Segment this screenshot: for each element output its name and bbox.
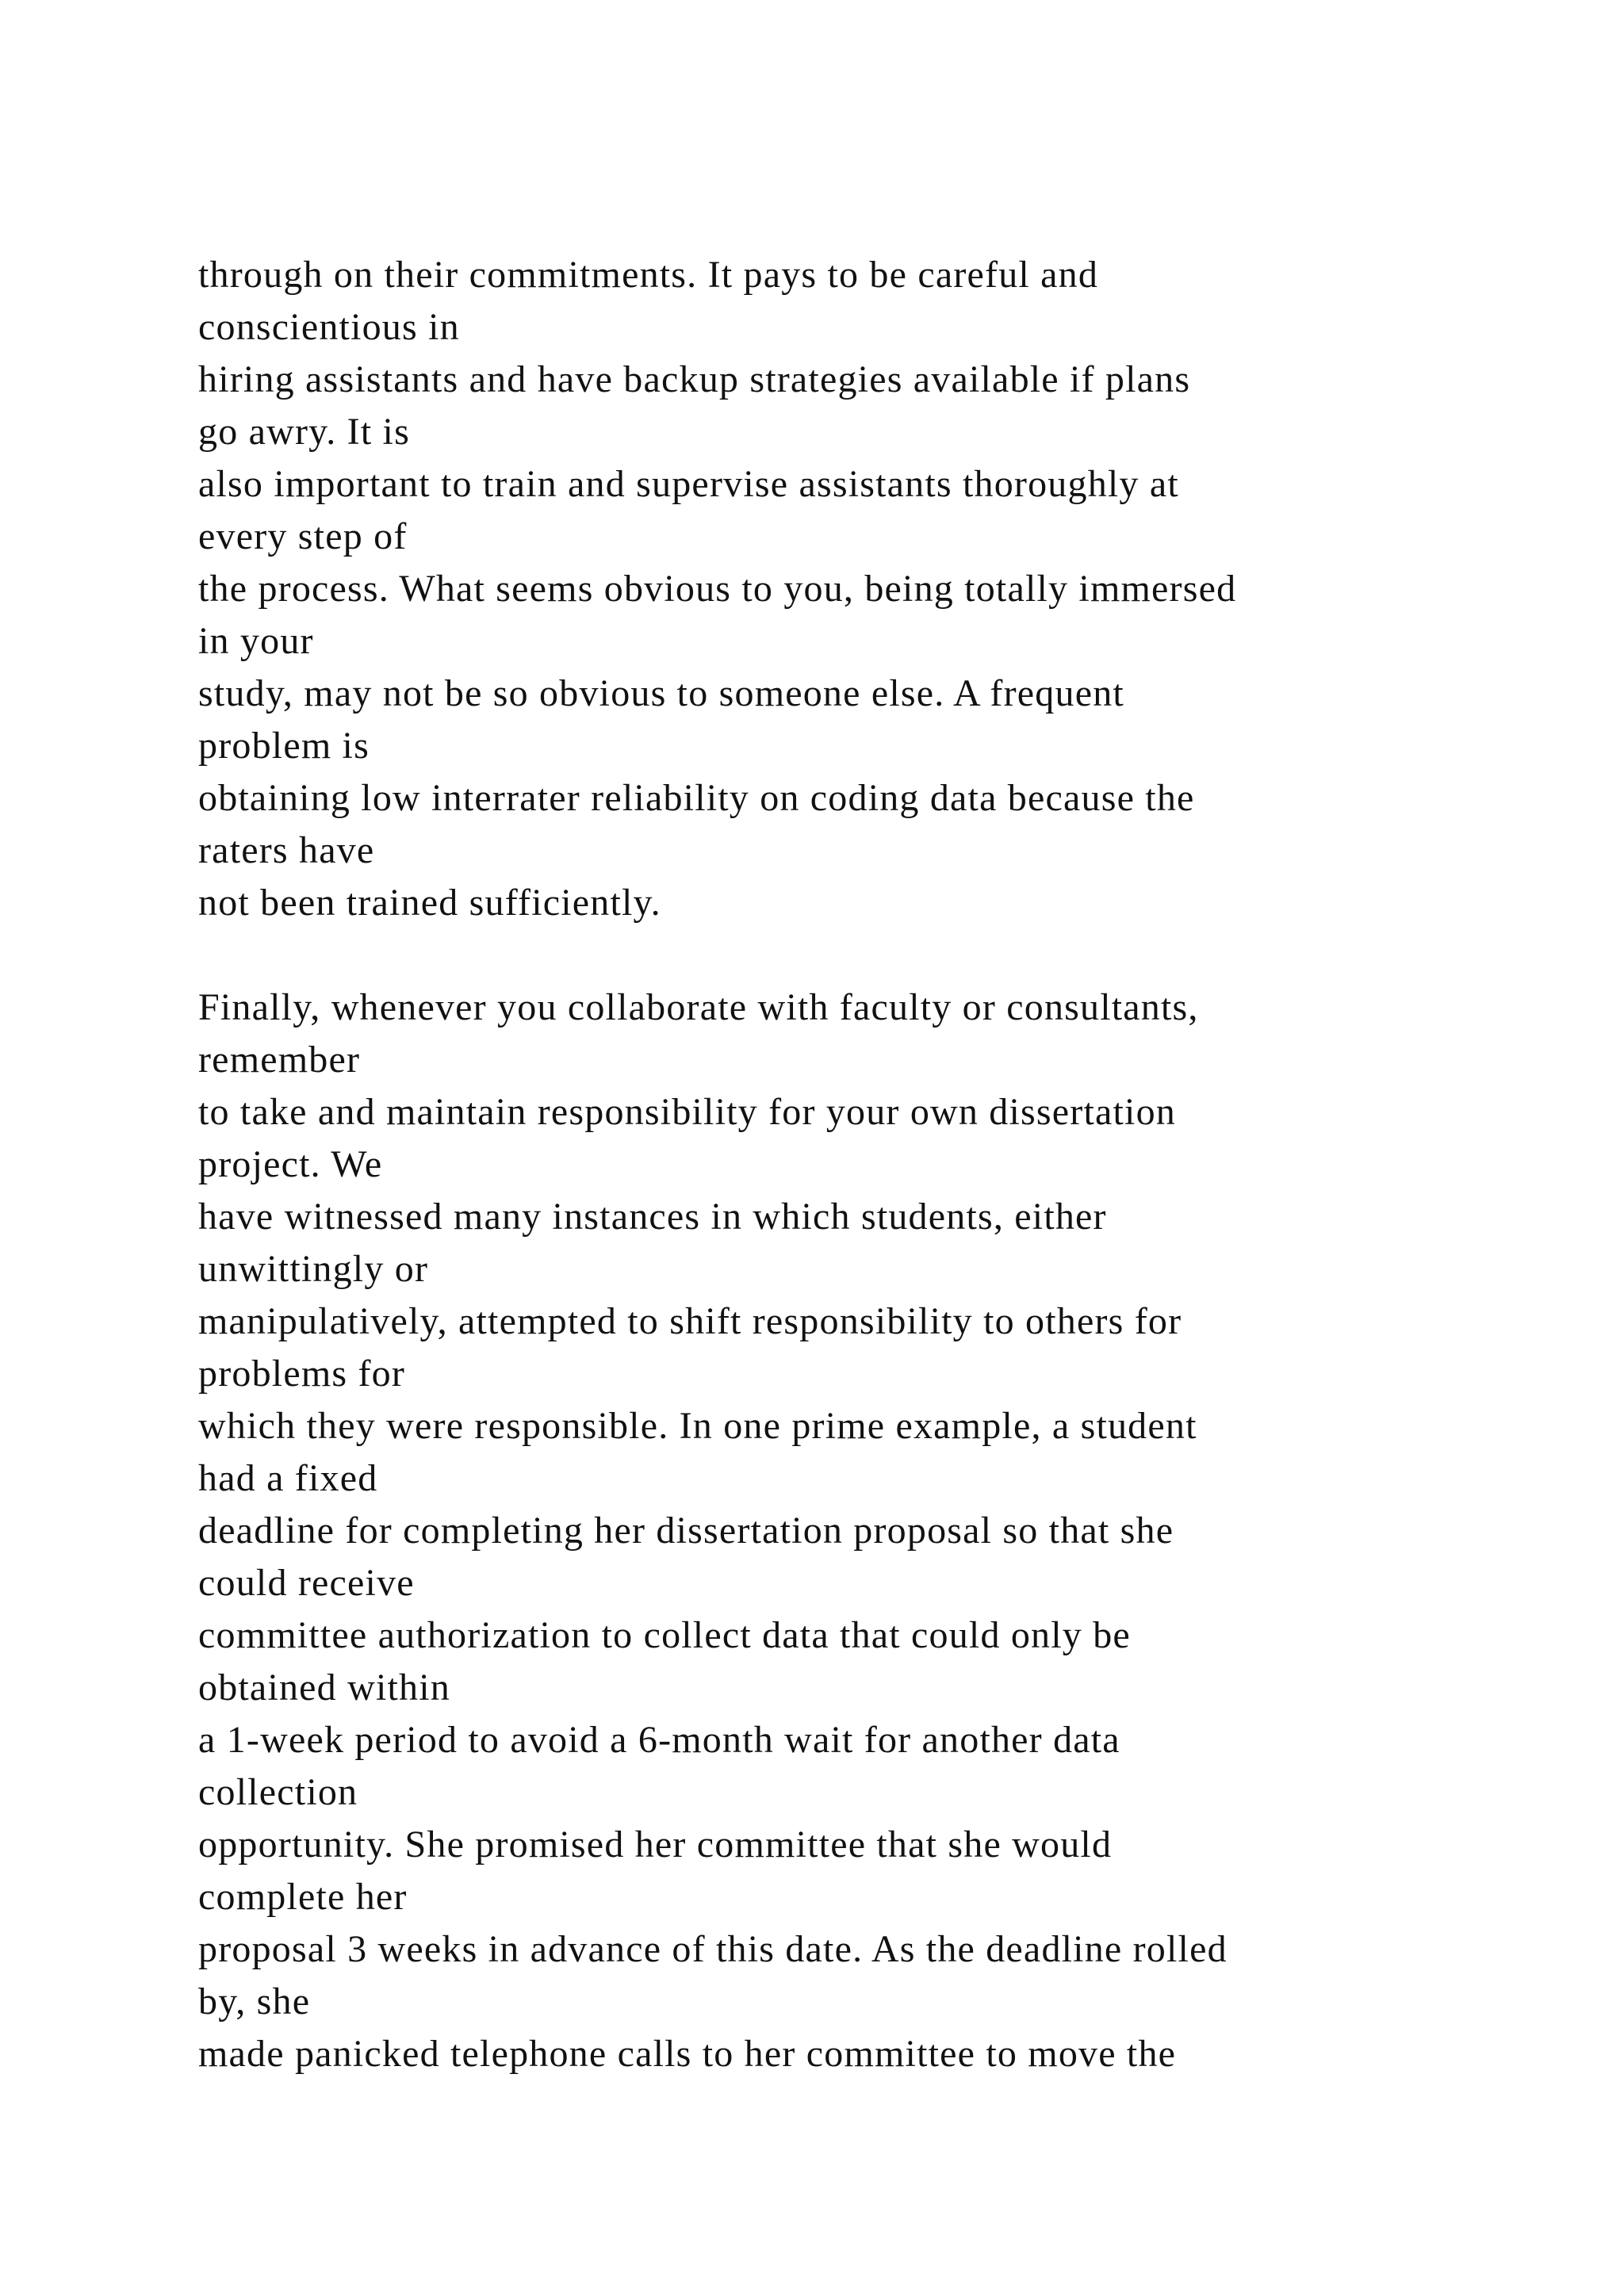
text-line: made panicked telephone calls to her committee to move the (198, 2033, 1177, 2075)
text-line: obtaining low interrater reliability on coding data because the (198, 777, 1195, 819)
text-line: problems for (198, 1353, 406, 1395)
text-line: every step of (198, 515, 408, 557)
text-line: not been trained sufficiently. (198, 882, 661, 924)
paragraph-spacer (198, 929, 1546, 982)
text-line: deadline for completing her dissertation proposal so that she (198, 1510, 1174, 1552)
text-line: in your (198, 620, 314, 662)
text-line: go awry. It is (198, 411, 410, 453)
text-line: committee authorization to collect data that could only be (198, 1614, 1131, 1656)
text-line: manipulatively, attempted to shift responsibility to others for (198, 1300, 1182, 1342)
paragraph-2 (198, 982, 1546, 2080)
text-line: problem is (198, 725, 370, 767)
text-line: also important to train and supervise assistants thoroughly at (198, 463, 1179, 505)
text-line: opportunity. She promised her committee that she would (198, 1823, 1113, 1866)
text-line: raters have (198, 829, 375, 871)
text-line: conscientious in (198, 306, 460, 348)
text-line: have witnessed many instances in which students, either (198, 1196, 1107, 1238)
text-line: remember (198, 1039, 361, 1081)
text-line: Finally, whenever you collaborate with faculty or consultants, (198, 986, 1199, 1028)
text-line: a 1-week period to avoid a 6-month wait for another data (198, 1719, 1120, 1761)
text-line: which they were responsible. In one prime example, a student (198, 1405, 1197, 1447)
text-line: project. We (198, 1143, 383, 1185)
paragraph-1 (198, 249, 1546, 929)
document-body (198, 249, 1546, 2080)
text-line: complete her (198, 1876, 408, 1918)
text-line: to take and maintain responsibility for your own dissertation (198, 1091, 1176, 1133)
text-line: the process. What seems obvious to you, being totally immersed (198, 568, 1237, 610)
text-line: study, may not be so obvious to someone else. A frequent (198, 672, 1124, 714)
text-line: hiring assistants and have backup strategies available if plans (198, 358, 1191, 400)
text-line: obtained within (198, 1667, 450, 1709)
text-line: collection (198, 1771, 358, 1813)
text-line: by, she (198, 1980, 311, 2022)
text-line: through on their commitments. It pays to be careful and (198, 254, 1099, 296)
text-line: had a fixed (198, 1457, 378, 1499)
text-line: proposal 3 weeks in advance of this date. As the deadline rolled (198, 1928, 1228, 1970)
text-line: unwittingly or (198, 1248, 429, 1290)
text-line: could receive (198, 1562, 415, 1604)
